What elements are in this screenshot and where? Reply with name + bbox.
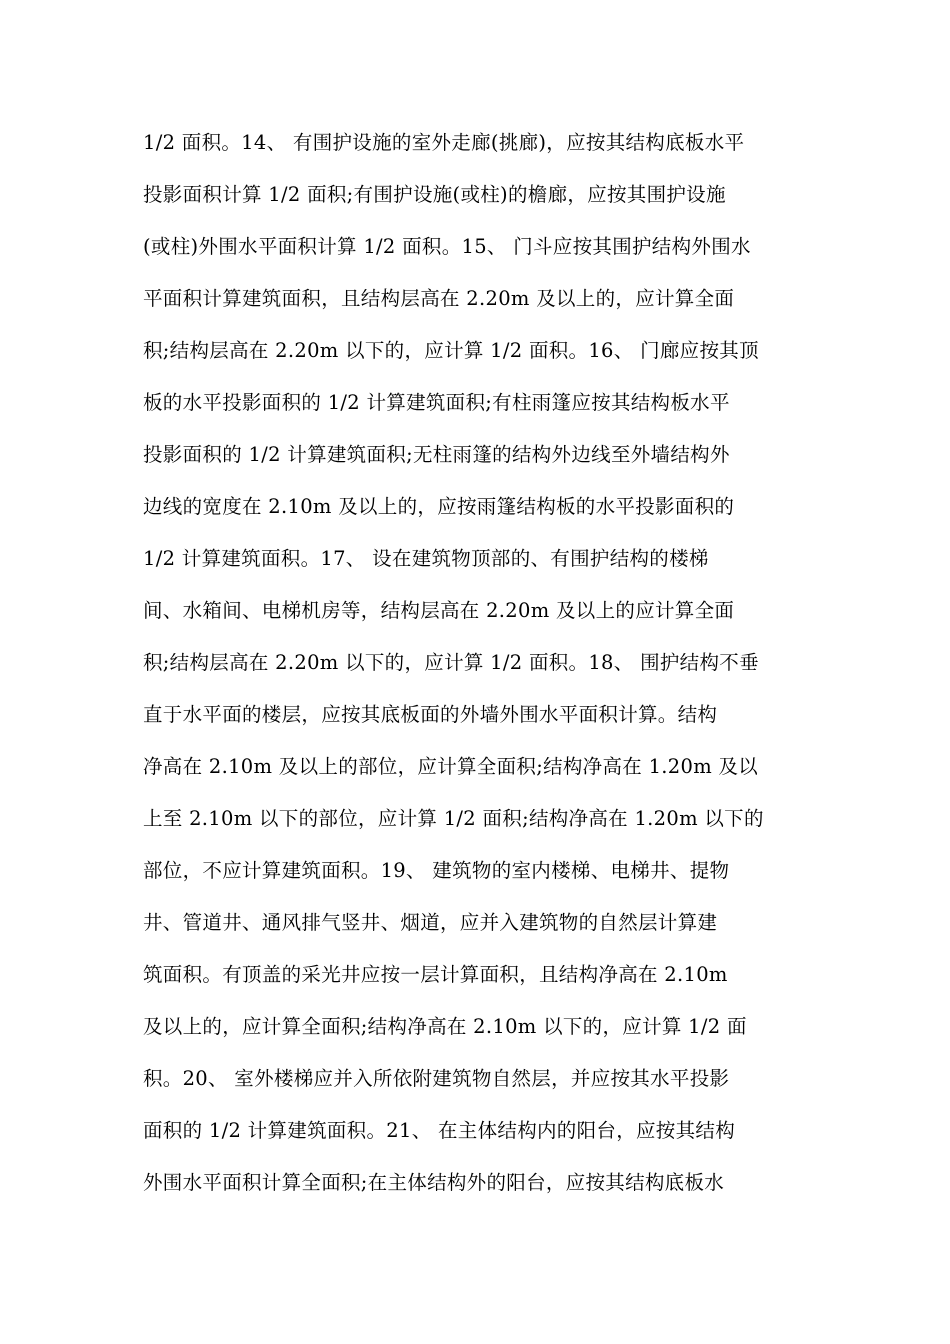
text-line: 井、管道井、通风排气竖井、烟道，应并入建筑物的自然层计算建 (143, 911, 718, 934)
text-line: 板的水平投影面积的 1/2 计算建筑面积;有柱雨篷应按其结构板水平 (143, 391, 730, 414)
body-text (143, 117, 823, 1209)
text-line: 投影面积的 1/2 计算建筑面积;无柱雨篷的结构外边线至外墙结构外 (143, 443, 730, 466)
text-line: 上至 2.10m 以下的部位，应计算 1/2 面积;结构净高在 1.20m 以下的 (143, 807, 764, 830)
text-line: 积;结构层高在 2.20m 以下的，应计算 1/2 面积。16、 门廊应按其顶 (143, 339, 759, 362)
text-line: 积;结构层高在 2.20m 以下的，应计算 1/2 面积。18、 围护结构不垂 (143, 651, 759, 674)
text-line: 面积的 1/2 计算建筑面积。21、 在主体结构内的阳台，应按其结构 (143, 1119, 735, 1142)
text-line: 1/2 计算建筑面积。17、 设在建筑物顶部的、有围护结构的楼梯 (143, 547, 709, 570)
text-line: 间、水箱间、电梯机房等，结构层高在 2.20m 及以上的应计算全面 (143, 599, 735, 622)
text-line: 外围水平面积计算全面积;在主体结构外的阳台，应按其结构底板水 (143, 1171, 725, 1194)
text-line: 边线的宽度在 2.10m 及以上的，应按雨篷结构板的水平投影面积的 (143, 495, 735, 518)
text-line: 部位，不应计算建筑面积。19、 建筑物的室内楼梯、电梯井、提物 (143, 859, 730, 882)
text-line: 1/2 面积。14、 有围护设施的室外走廊(挑廊)，应按其结构底板水平 (143, 131, 745, 154)
text-line: 积。20、 室外楼梯应并入所依附建筑物自然层，并应按其水平投影 (143, 1067, 730, 1090)
text-line: 筑面积。有顶盖的采光井应按一层计算面积，且结构净高在 2.10m (143, 963, 728, 986)
text-line: 直于水平面的楼层，应按其底板面的外墙外围水平面积计算。结构 (143, 703, 718, 726)
text-line: 平面积计算建筑面积，且结构层高在 2.20m 及以上的，应计算全面 (143, 287, 735, 310)
text-line: (或柱)外围水平面积计算 1/2 面积。15、 门斗应按其围护结构外围水 (143, 235, 751, 258)
text-line: 及以上的，应计算全面积;结构净高在 2.10m 以下的，应计算 1/2 面 (143, 1015, 747, 1038)
text-line: 投影面积计算 1/2 面积;有围护设施(或柱)的檐廊，应按其围护设施 (143, 183, 726, 206)
text-line: 净高在 2.10m 及以上的部位，应计算全面积;结构净高在 1.20m 及以 (143, 755, 759, 778)
